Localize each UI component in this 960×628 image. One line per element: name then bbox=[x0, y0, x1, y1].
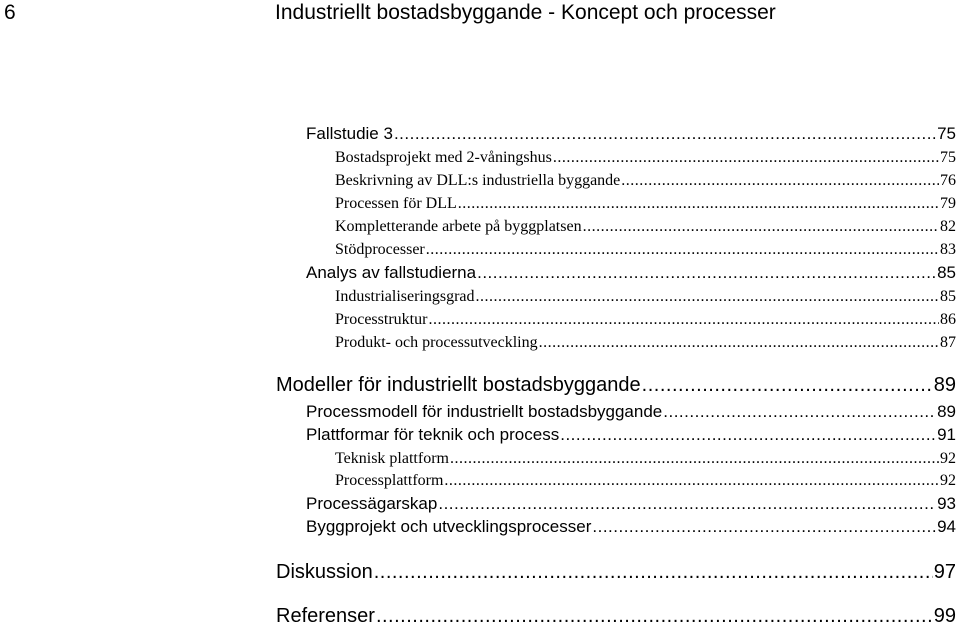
toc-entry-page: 82 bbox=[940, 218, 956, 235]
toc-entry-title: Analys av fallstudierna bbox=[306, 263, 477, 282]
toc-entry[interactable] bbox=[335, 450, 956, 468]
toc-entry-title: Referenser bbox=[276, 605, 375, 627]
running-header: Industriellt bostadsbyggande - Koncept och processer bbox=[275, 1, 776, 24]
toc-entry[interactable] bbox=[306, 124, 956, 144]
toc-entry-page: 83 bbox=[940, 241, 956, 258]
toc-entry-title: Beskrivning av DLL:s industriella byggande bbox=[335, 172, 621, 189]
toc-entry-page: 97 bbox=[933, 561, 956, 583]
dot-leader bbox=[642, 374, 933, 397]
toc-entry-title: Processplattform bbox=[335, 472, 444, 489]
toc-entry-page: 89 bbox=[933, 374, 956, 396]
dot-leader bbox=[428, 311, 939, 329]
toc-entry[interactable] bbox=[306, 517, 956, 537]
toc-entry-page: 75 bbox=[940, 149, 956, 166]
dot-leader bbox=[553, 149, 939, 167]
toc-entry[interactable] bbox=[276, 374, 956, 397]
toc-entry-page: 75 bbox=[937, 124, 956, 143]
toc-entry-title: Diskussion bbox=[276, 561, 373, 583]
dot-leader bbox=[592, 517, 936, 537]
toc-entry[interactable] bbox=[306, 425, 956, 445]
toc-entry-title: Byggprojekt och utvecklingsprocesser bbox=[306, 517, 592, 536]
toc-entry-title: Fallstudie 3 bbox=[306, 124, 393, 143]
toc-entry-title: Industrialiseringsgrad bbox=[335, 288, 475, 305]
toc-entry[interactable] bbox=[276, 561, 956, 584]
toc-entry-page: 99 bbox=[933, 605, 956, 627]
dot-leader bbox=[374, 561, 933, 584]
toc-entry[interactable] bbox=[306, 402, 956, 422]
toc-entry-page: 87 bbox=[940, 334, 956, 351]
toc-entry[interactable] bbox=[335, 195, 956, 213]
dot-leader bbox=[476, 288, 939, 306]
toc-entry[interactable] bbox=[276, 605, 956, 628]
toc-entry-page: 91 bbox=[937, 425, 956, 444]
dot-leader bbox=[539, 334, 939, 352]
dot-leader bbox=[583, 218, 939, 236]
dot-leader bbox=[450, 450, 939, 468]
dot-leader bbox=[458, 195, 939, 213]
toc-entry[interactable] bbox=[335, 149, 956, 167]
toc-entry[interactable] bbox=[306, 263, 956, 283]
toc-entry-title: Kompletterande arbete på byggplatsen bbox=[335, 218, 582, 235]
dot-leader bbox=[376, 605, 933, 628]
toc-entry[interactable] bbox=[306, 494, 956, 514]
toc-entry[interactable] bbox=[335, 218, 956, 236]
toc-entry[interactable] bbox=[335, 172, 956, 190]
dot-leader bbox=[560, 425, 936, 445]
toc-entry-title: Produkt- och processutveckling bbox=[335, 334, 538, 351]
toc-entry-page: 93 bbox=[937, 494, 956, 513]
toc-entry-page: 89 bbox=[937, 402, 956, 421]
toc-entry-page: 92 bbox=[940, 450, 956, 467]
toc-entry[interactable] bbox=[335, 472, 956, 490]
dot-leader bbox=[621, 172, 939, 190]
toc-entry[interactable] bbox=[335, 241, 956, 259]
toc-entry-title: Plattformar för teknik och process bbox=[306, 425, 560, 444]
toc-entry-page: 86 bbox=[940, 311, 956, 328]
toc-entry-title: Modeller för industriellt bostadsbyggande bbox=[276, 374, 641, 396]
toc-entry-title: Processtruktur bbox=[335, 311, 428, 328]
toc-entry-page: 79 bbox=[940, 195, 956, 212]
toc-entry-title: Processägarskap bbox=[306, 494, 438, 513]
toc-entry-title: Processen för DLL bbox=[335, 195, 457, 212]
dot-leader bbox=[444, 472, 939, 490]
toc-entry[interactable] bbox=[335, 311, 956, 329]
toc-entry-page: 85 bbox=[940, 288, 956, 305]
toc-entry[interactable] bbox=[335, 288, 956, 306]
dot-leader bbox=[394, 124, 936, 144]
toc-entry-page: 76 bbox=[940, 172, 956, 189]
dot-leader bbox=[438, 494, 936, 514]
dot-leader bbox=[477, 263, 936, 283]
toc-entry-page: 85 bbox=[937, 263, 956, 282]
dot-leader bbox=[426, 241, 939, 259]
dot-leader bbox=[663, 402, 936, 422]
toc-entry-page: 94 bbox=[937, 517, 956, 536]
toc-entry-page: 92 bbox=[940, 472, 956, 489]
page-number: 6 bbox=[4, 1, 16, 24]
toc-entry-title: Teknisk plattform bbox=[335, 450, 449, 467]
toc-entry-title: Stödprocesser bbox=[335, 241, 425, 258]
toc-entry-title: Bostadsprojekt med 2-våningshus bbox=[335, 149, 552, 166]
toc-entry[interactable] bbox=[335, 334, 956, 352]
toc-entry-title: Processmodell för industriellt bostadsbyggande bbox=[306, 402, 663, 421]
